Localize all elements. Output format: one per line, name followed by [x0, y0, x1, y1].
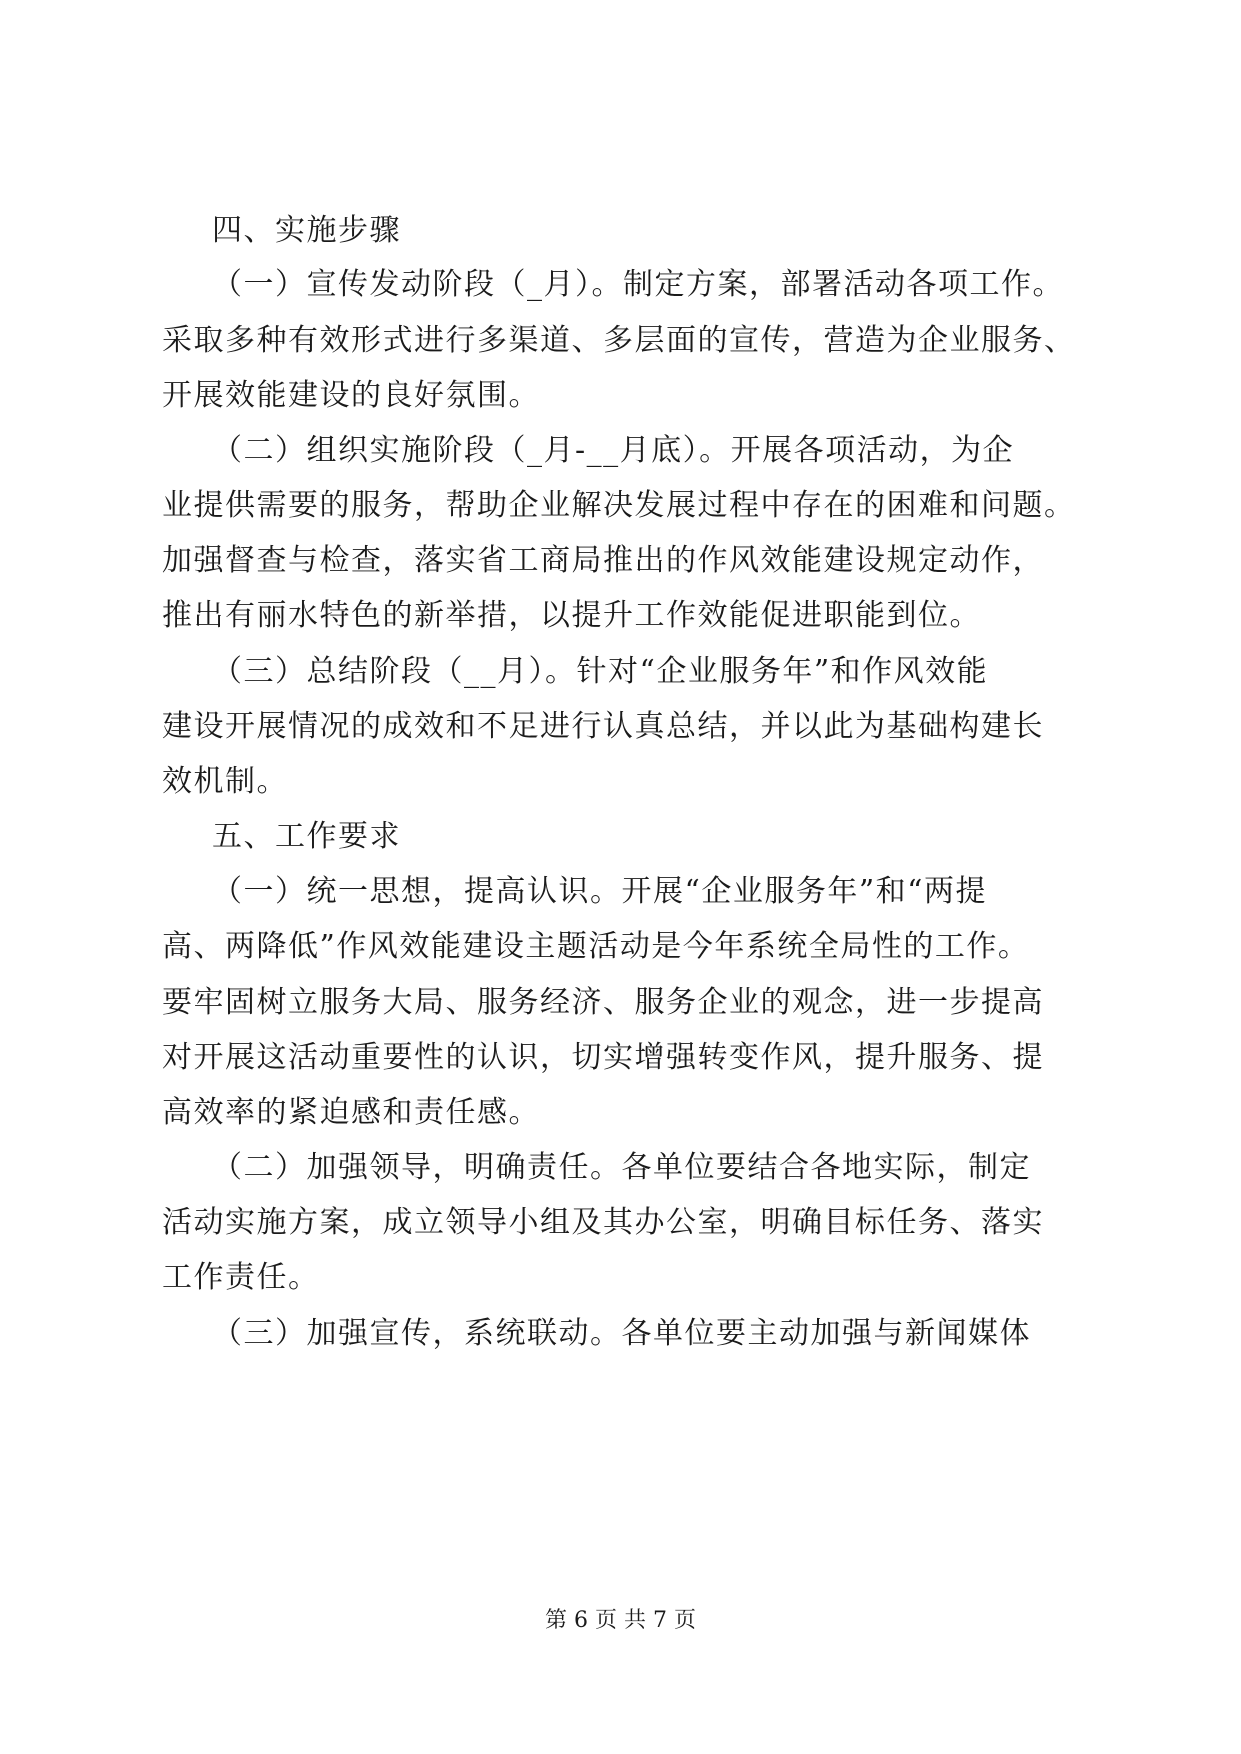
paragraph-line: 对开展这活动重要性的认识，切实增强转变作风，提升服务、提 — [162, 1040, 1044, 1075]
paragraph-line: （三）加强宣传，系统联动。各单位要主动加强与新闻媒体 — [212, 1316, 1031, 1351]
paragraph-line: 工作责任。 — [162, 1260, 320, 1295]
page-footer: 第 6 页 共 7 页 — [545, 1608, 696, 1633]
paragraph-line: 建设开展情况的成效和不足进行认真总结，并以此为基础构建长 — [162, 709, 1044, 744]
paragraph-line: 高、两降低”作风效能建设主题活动是今年系统全局性的工作。 — [162, 929, 1030, 964]
paragraph-line: 业提供需要的服务，帮助企业解决发展过程中存在的困难和问题。 — [162, 488, 1076, 523]
paragraph-line: （二）加强领导，明确责任。各单位要结合各地实际，制定 — [212, 1150, 1031, 1185]
paragraph-line: 采取多种有效形式进行多渠道、多层面的宣传，营造为企业服务、 — [162, 323, 1076, 358]
paragraph-line: （二）组织实施阶段（_月-__月底）。开展各项活动，为企 — [212, 433, 1015, 468]
paragraph-line: 要牢固树立服务大局、服务经济、服务企业的观念，进一步提高 — [162, 985, 1044, 1020]
paragraph-line: 高效率的紧迫感和责任感。 — [162, 1095, 540, 1130]
paragraph-line: 效机制。 — [162, 764, 288, 799]
paragraph-line: 推出有丽水特色的新举措，以提升工作效能促进职能到位。 — [162, 598, 981, 633]
paragraph-line: 开展效能建设的良好氛围。 — [162, 378, 540, 413]
paragraph-line: 活动实施方案，成立领导小组及其办公室，明确目标任务、落实 — [162, 1205, 1044, 1240]
paragraph-line: 加强督查与检查，落实省工商局推出的作风效能建设规定动作， — [162, 543, 1044, 578]
paragraph-line: （一）宣传发动阶段（_月）。制定方案，部署活动各项工作。 — [212, 267, 1064, 302]
paragraph-line: （三）总结阶段（__月）。针对“企业服务年”和作风效能 — [212, 654, 989, 689]
paragraph-line: （一）统一思想，提高认识。开展“企业服务年”和“两提 — [212, 874, 988, 909]
section-heading-implementation-steps: 四、实施步骤 — [212, 213, 401, 248]
section-heading-work-requirements: 五、工作要求 — [212, 819, 401, 854]
